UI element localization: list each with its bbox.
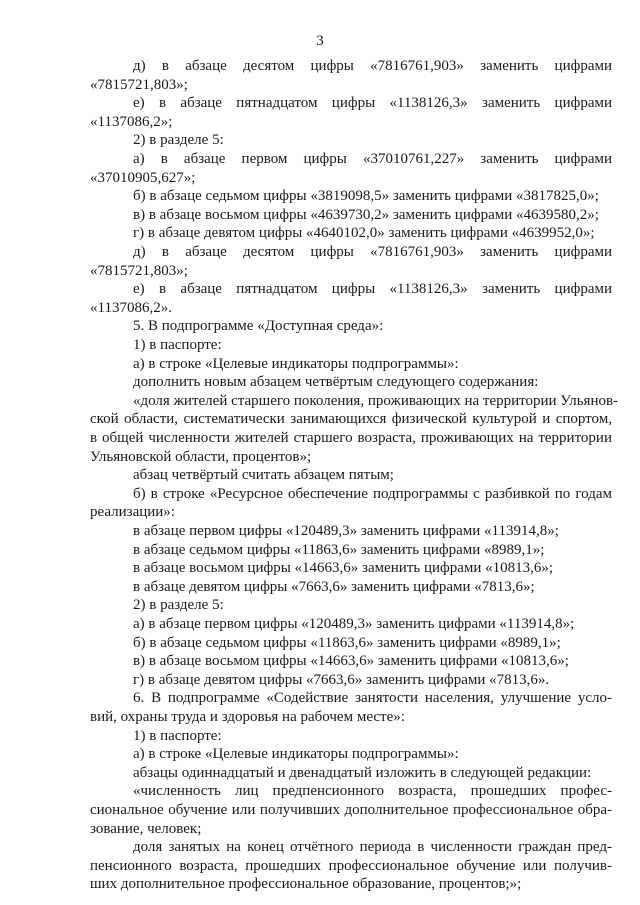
text-line: е) в абзаце пятнадцатом цифры «1138126,3» заменить цифрами <box>133 95 612 112</box>
text-line: б) в абзаце седьмом цифры «3819098,5» заменить цифрами «3817825,0»; <box>133 188 599 205</box>
text-line: «1137086,2»; <box>90 113 173 130</box>
text-line: г) в абзаце девятом цифры «4640102,0» заменить цифрами «4639952,0»; <box>133 225 595 242</box>
text-line: в общей численности жителей старшего возраста, проживающих на территории <box>90 430 612 446</box>
text-line: 1) в паспорте: <box>133 337 222 353</box>
text-line: 5. В подпрограмме «Доступная среда»: <box>133 318 384 335</box>
text-line: а) в абзаце первом цифры «37010761,227» заменить цифрами <box>133 151 612 167</box>
text-line: «1137086,2». <box>90 299 172 316</box>
text-line: в абзаце девятом цифры «7663,6» заменить цифрами «7813,6»; <box>133 578 535 595</box>
text-line: в абзаце седьмом цифры «11863,6» заменить цифрами «8989,1»; <box>133 541 545 558</box>
text-line: б) в абзаце седьмом цифры «11863,6» заменить цифрами «8989,1»; <box>133 634 561 651</box>
text-line: «численность лиц предпенсионного возраста, прошедших профес- <box>133 783 612 800</box>
text-line: а) в абзаце первом цифры «120489,3» заменить цифрами «113914,8»; <box>133 616 575 632</box>
text-line: д) в абзаце десятом цифры «7816761,903» заменить цифрами <box>133 244 612 260</box>
text-line: «доля жителей старшего поколения, проживающих на территории Ульянов- <box>133 392 619 409</box>
text-line: ших дополнительное профессиональное образование, процентов;»; <box>90 876 522 893</box>
text-line: е) в абзаце пятнадцатом цифры «1138126,3» заменить цифрами <box>133 281 612 298</box>
text-line: д) в абзаце десятом цифры «7816761,903» заменить цифрами <box>133 58 612 74</box>
text-line: дополнить новым абзацем четвёртым следующего содержания: <box>133 374 539 391</box>
text-line: пенсионного возраста, прошедших профессиональное обучение или получив- <box>90 857 612 874</box>
text-line: реализации»: <box>90 504 175 521</box>
text-line: 2) в разделе 5: <box>133 597 224 614</box>
text-line: сиональное обучение или получивших дополнительное профессиональное обра- <box>90 802 612 818</box>
text-line: в) в абзаце восьмом цифры «14663,6» заменить цифрами «10813,6»; <box>133 653 569 670</box>
page-number: 3 <box>316 33 324 49</box>
text-line: абзацы одиннадцатый и двенадцатый изложить в следующей редакции: <box>133 764 592 781</box>
text-line: Ульяновской области, процентов»; <box>90 448 312 465</box>
text-line: ской области, систематически занимающихся физической культурой и спортом, <box>90 411 612 428</box>
text-line: б) в строке «Ресурсное обеспечение подпрограммы с разбивкой по годам <box>133 485 612 502</box>
text-line: «7815721,803»; <box>90 76 188 93</box>
text-line: 6. В подпрограмме «Содействие занятости населения, улучшение усло- <box>133 690 612 707</box>
text-line: 1) в паспорте: <box>133 727 222 744</box>
text-line: в) в абзаце восьмом цифры «4639730,2» заменить цифрами «4639580,2»; <box>133 206 599 223</box>
text-line: а) в строке «Целевые индикаторы подпрограммы»: <box>133 355 459 372</box>
text-line: доля занятых на конец отчётного периода в численности граждан пред- <box>133 839 612 856</box>
text-line: а) в строке «Целевые индикаторы подпрограммы»: <box>133 746 459 763</box>
text-line: г) в абзаце девятом цифры «7663,6» заменить цифрами «7813,6». <box>133 671 550 688</box>
text-line: в абзаце восьмом цифры «14663,6» заменить цифрами «10813,6»; <box>133 560 554 577</box>
text-line: вий, охраны труда и здоровья на рабочем месте»: <box>90 709 405 725</box>
text-line: «7815721,803»; <box>90 262 188 279</box>
text-line: 2) в разделе 5: <box>133 132 224 149</box>
text-line: абзац четвёртый считать абзацем пятым; <box>133 467 394 484</box>
text-line: «37010905,627»; <box>90 169 196 186</box>
text-line: зование, человек; <box>90 820 202 837</box>
text-line: в абзаце первом цифры «120489,3» заменить цифрами «113914,8»; <box>133 523 559 539</box>
